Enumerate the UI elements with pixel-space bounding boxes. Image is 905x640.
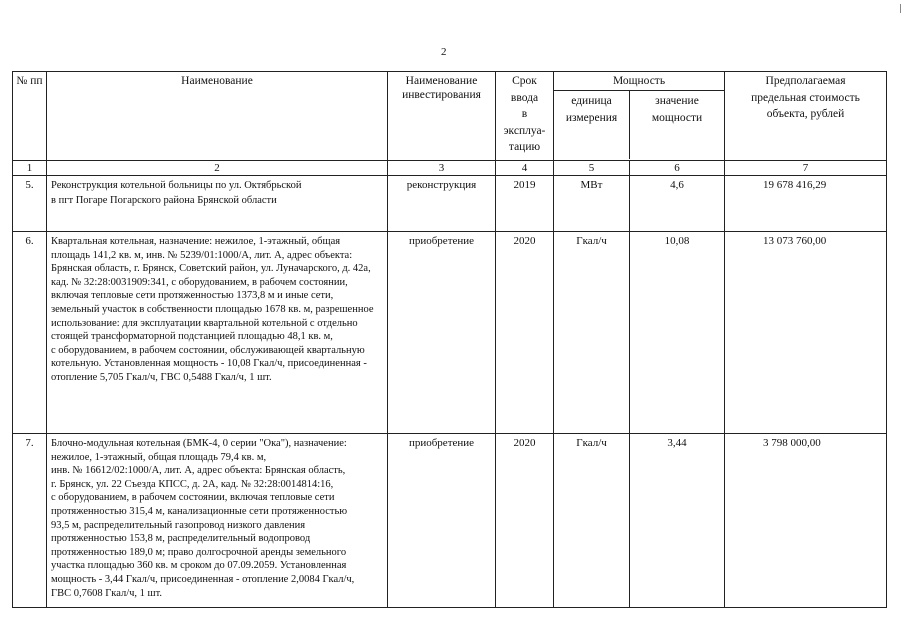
row-num: 5. xyxy=(13,176,47,232)
header-value: значение мощности xyxy=(651,95,703,124)
row-year: 2020 xyxy=(496,232,554,434)
row-unit: Гкал/ч xyxy=(554,434,630,608)
header-term: Срок ввода в эксплуа- тацию xyxy=(496,72,554,161)
row-name: Реконструкция котельной больницы по ул. Октябрьской в пгт Погаре Погарского района Брянской области xyxy=(47,176,388,232)
row-year: 2020 xyxy=(496,434,554,608)
column-number: 7 xyxy=(725,161,887,176)
investment-table xyxy=(12,71,887,608)
row-unit: МВт xyxy=(554,176,630,232)
column-number: 4 xyxy=(496,161,554,176)
page-number: 2 xyxy=(441,46,447,58)
row-investment: реконструкция xyxy=(388,176,496,232)
header-power: Мощность xyxy=(553,72,725,91)
header-cost: Предполагаемая предельная стоимость объекта, рублей xyxy=(725,72,887,161)
row-investment: приобретение xyxy=(388,434,496,608)
row-value: 4,6 xyxy=(630,176,725,232)
row-unit: Гкал/ч xyxy=(554,232,630,434)
row-investment: приобретение xyxy=(388,232,496,434)
table-row xyxy=(13,434,887,608)
row-cost: 13 073 760,00 xyxy=(725,232,887,434)
column-number: 6 xyxy=(630,161,725,176)
table-header-row xyxy=(13,72,887,161)
row-value: 10,08 xyxy=(630,232,725,434)
scan-edge-mark xyxy=(900,4,901,13)
header-name: Наименование xyxy=(47,72,388,161)
column-number: 2 xyxy=(47,161,388,176)
header-investment: Наименование инвестирования xyxy=(388,72,496,161)
header-power-group xyxy=(554,72,725,161)
table-row xyxy=(13,176,887,232)
row-value: 3,44 xyxy=(630,434,725,608)
column-number: 5 xyxy=(554,161,630,176)
column-number: 3 xyxy=(388,161,496,176)
row-year: 2019 xyxy=(496,176,554,232)
table-row xyxy=(13,232,887,434)
column-number-row xyxy=(13,161,887,176)
row-name: Квартальная котельная, назначение: нежилое, 1-этажный, общая площадь 141,2 кв. м, инв. № 5239/01:1000/А, лит. А, адрес объекта: Брянская область, г. Брянск, Советский район, ул. Луначарского, д. 42а, кад. № 32:28:0031909:341, с оборудованием, в рабочем состоянии, включая тепловые сети протяженностью 1373,8 м и иные сети, земельный участок в собственности площадью 1678 кв. м, разрешенное использование: для эксплуатации квартальной котельной с отдельно стоящей трансформаторной подстанцией площадью 48,1 кв. м, с оборудованием, в рабочем состоянии, обслуживающей квартальную котельную. Установленная мощность - 10,08 Гкал/ч, присоединенная - отопление 5,705 Гкал/ч, ГВС 0,5488 Гкал/ч, 1 шт. xyxy=(47,232,388,434)
header-unit: единица измерения xyxy=(554,91,630,159)
row-num: 6. xyxy=(13,232,47,434)
row-cost: 19 678 416,29 xyxy=(725,176,887,232)
column-number: 1 xyxy=(13,161,47,176)
header-num: № пп xyxy=(13,72,47,161)
row-name: Блочно-модульная котельная (БМК-4, 0 серии "Ока"), назначение: нежилое, 1-этажный, общая площадь 79,4 кв. м, инв. № 16612/02:1000/А, лит. А, адрес объекта: Брянская область, г. Брянск, ул. 22 Съезда КПСС, д. 2А, кад. № 32:28:0014814:16, с оборудованием, в рабочем состоянии, включая тепловые сети протяженностью 315,4 м, канализационные сети протяженностью 93,5 м, распределительный газопровод низкого давления протяженностью 153,8 м, распределительный водопровод протяженностью 189,0 м; право долгосрочной аренды земельного участка площадью 360 кв. м сроком до 07.09.2059. Установленная мощность - 3,44 Гкал/ч, присоединенная - отопление 2,0084 Гкал/ч, ГВС 0,7608 Гкал/ч, 1 шт. xyxy=(47,434,388,608)
row-num: 7. xyxy=(13,434,47,608)
row-cost: 3 798 000,00 xyxy=(725,434,887,608)
